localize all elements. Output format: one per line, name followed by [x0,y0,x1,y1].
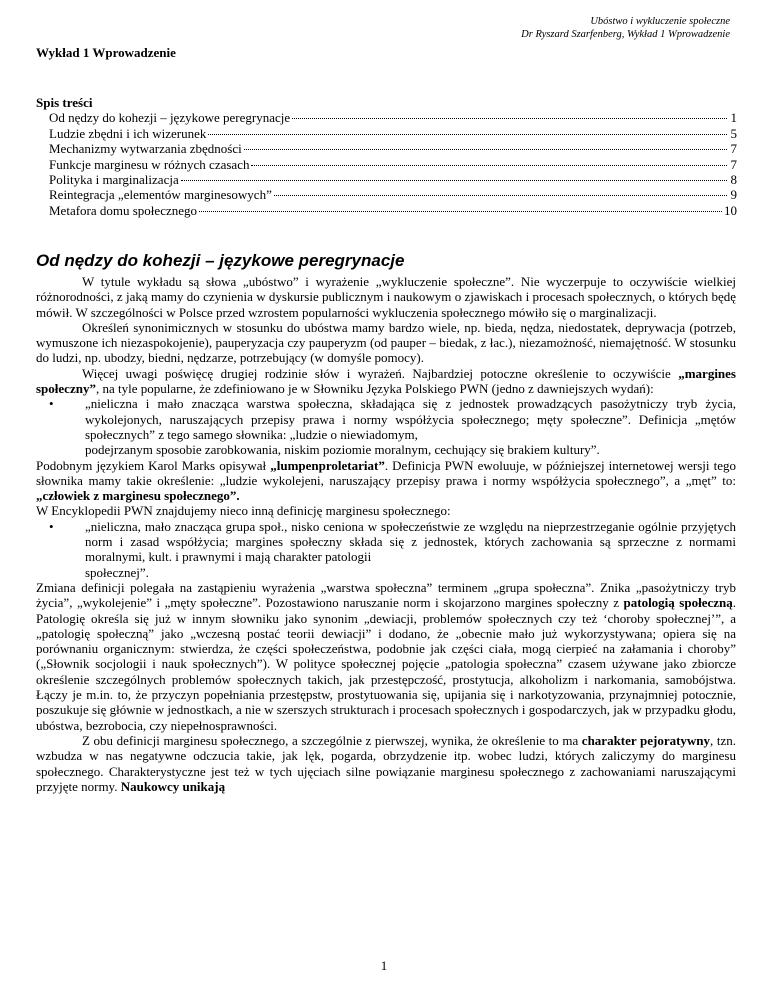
toc-entry-page: 7 [730,141,737,157]
quote-text-continued: społecznej”. [85,564,149,580]
table-of-contents [36,95,737,218]
paragraph-text: , tzn. wzbudza w nas negatywne odczucia takie, jak lęk, pogarda, obrzydzenie itp. wobec ludzi, których zaliczymy do marginesu społecznego. Charakterystyczne jest też w tych ujęciach silne powiązanie marginesu społecznego z zachowaniami naruszającymi przyjęte normy. [36,732,736,794]
bullet-text [85,396,736,457]
bullet-item [36,396,736,457]
emphasis-term: patologią społeczną [623,595,733,611]
emphasis-term: „człowiek z marginesu społecznego”. [36,488,240,504]
paragraph-text: . Patologię określa się już w innym słowniku jako synonim „dewiacji, problemów społecznych czy też ‘choroby społecznej’”, a „patologię społeczną” jako „wczesną postać teorii dewiacji” i dodano, że „obecnie mało już wykorzystywana; opiera się na porównaniu organicznym: stwierdza, że części społeczeństwa, podobnie jak części ciała, mogą cierpieć na załamania i choroby” („Słownik socjologii i nauk społecznych”). W polityce społecznej pojęcie „patologia społeczna” czasem używane jako zbiorcze określenie szczególnych problemów społecznych takich, jak przestępczość, prostytucja, alkoholizm i narkomania, samobójstwa. Łączy je m.in. to, że przyczyn popełniania przestępstw, prostytuowania się, upijania się i narkotyzowania, przynajmniej potocznie, poszukuje się głównie w jednostkach, a nie w szerszych strukturach i procesach społecznych i gospodarczych, jak w przypadku głodu, ubóstwa, bezrobocia, czy niepełnosprawności. [36,595,736,733]
header-course-title: Ubóstwo i wykluczenie społeczne [590,16,730,27]
running-header [521,15,730,41]
quote-text-continued: podejrzanym sposobie zarobkowania, niskim poziomie moralnym, cechujący się brakiem kultury”. [85,442,600,458]
lecture-title: Wykład 1 Wprowadzenie [36,45,176,60]
paragraph: W tytule wykładu są słowa „ubóstwo” i wyrażenie „wykluczenie społeczne”. Nie wyczerpuje to oczywiście wielkiej różnorodności, z jaką mamy do czynienia w dyskursie publicznym i naukowym o zjawiskach i procesach społecznych, o których będę mówił. W szczególności w Polsce przed wzrostem popularności wykluczenia społecznego mówiło się o marginalizacji. [36,274,736,320]
toc-entry[interactable] [36,172,737,187]
emphasis-term: „lumpenproletariat” [270,457,385,473]
toc-leader [274,195,727,196]
toc-entry-page: 1 [730,110,737,126]
header-author-line: Dr Ryszard Szarfenberg, Wykład 1 Wprowadzenie [521,29,730,40]
toc-entry-page: 8 [730,172,737,188]
body-text [36,274,736,794]
toc-leader [199,211,722,212]
paragraph: W Encyklopedii PWN znajdujemy nieco inną definicję marginesu społecznego: [36,503,451,519]
toc-entry-label: Polityka i marginalizacja [49,172,179,188]
paragraph-text: Zmiana definicji polegała na zastąpieniu wyrażenia „warstwa społeczna” terminem „grupa społeczna”. Znika „pasożytniczy tryb życia”, „wykolejenie” i „męty społeczne”. Pozostawiono naruszanie norm i skojarzono margines społeczny z [36,579,736,611]
toc-entry[interactable] [36,187,737,202]
toc-entry[interactable] [36,126,737,141]
toc-leader [208,134,727,135]
toc-entry-page: 10 [724,202,737,218]
toc-title: Spis treści [36,95,93,110]
paragraph [36,366,736,397]
paragraph-text: , na tyle popularne, że zdefiniowano je w Słowniku Języka Polskiego PWN (jedno z dawniejszych wydań): [95,381,654,397]
section-heading: Od nędzy do kohezji – językowe peregrynacje [36,251,405,270]
toc-entry[interactable] [36,141,737,156]
toc-entry-page: 7 [730,156,737,172]
paragraph [36,580,736,733]
toc-leader [292,118,727,119]
toc-entry-label: Ludzie zbędni i ich wizerunek [49,125,207,141]
toc-entry-label: Metafora domu społecznego [49,202,198,218]
paragraph-text: Podobnym językiem Karol Marks opisywał [36,457,271,473]
toc-entry-label: Od nędzy do kohezji – językowe peregrynacje [49,110,291,126]
quote-text: „nieliczna, mało znacząca grupa społ., nisko ceniona w społeczeństwie ze względu na nieprzestrzeganie ogólnie przyjętych norm i zasad współżycia; margines społeczny składa się z jednostek, których zachowania są sprzeczne z normami moralnymi, kult. i prawnymi i mają charakter patologii [85,518,736,565]
paragraph [36,733,736,794]
page-number: 1 [380,958,388,973]
emphasis-term: charakter pejoratywny [581,732,711,748]
toc-entry-label: Mechanizmy wytwarzania zbędności [49,141,242,157]
toc-entry-label: Funkcje marginesu w różnych czasach [49,156,250,172]
toc-entry-page: 9 [730,187,737,203]
paragraph: Określeń synonimicznych w stosunku do ubóstwa mamy bardzo wiele, np. bieda, nędza, niedostatek, deprywacja (potrzeb, wymuszone ich niezaspokojenie), pauperyzacja czy pauperyzm (od pauper – biedak, z łac.), niezamożność, niemajętność. W stosunku do ludzi, np. ubodzy, biedni, nędzarze, potrzebujący (w domyśle pomocy). [36,319,736,366]
toc-entry-label: Reintegracja „elementów marginesowych” [49,187,272,203]
bullet-marker: • [49,396,54,412]
paragraph-text: Z obu definicji marginesu społecznego, a szczególnie z pierwszej, wynika, że określenie to ma [82,732,582,748]
emphasis-term: Naukowcy unikają [120,778,226,794]
quote-text: „nieliczna i mało znacząca warstwa społeczna, składająca się z jednostek prowadzących pasożytniczy tryb życia, wykolejonych, naruszających przepisy prawa i normy współżycia społecznego; męty społeczne”. Definicja „mętów społecznych” z tego samego słownika: „ludzie o niewiadomym, [85,396,736,442]
paragraph [36,458,736,504]
bullet-marker: • [49,518,54,534]
toc-entry-page: 5 [730,125,737,141]
toc-entry[interactable] [36,157,737,172]
toc-leader [244,149,727,150]
bullet-text [85,519,736,580]
toc-entry[interactable] [36,203,737,218]
paragraph-text: Więcej uwagi poświęcę drugiej rodzinie słów i wyrażeń. Najbardziej potoczne określenie to oczywiście [82,365,679,381]
toc-leader [181,180,727,181]
bullet-item [36,519,736,580]
paragraph-text: . Definicja PWN ewoluuje, w późniejszej internetowej wersji tego słownika mamy takie określenie: „ludzie wykolejeni, naruszający przepisy prawa i normy współżycia społecznego”, a „męt” to: [36,457,736,488]
emphasis-term: „margines społeczny” [36,365,736,397]
toc-leader [251,165,727,166]
toc-entry[interactable] [36,110,737,125]
